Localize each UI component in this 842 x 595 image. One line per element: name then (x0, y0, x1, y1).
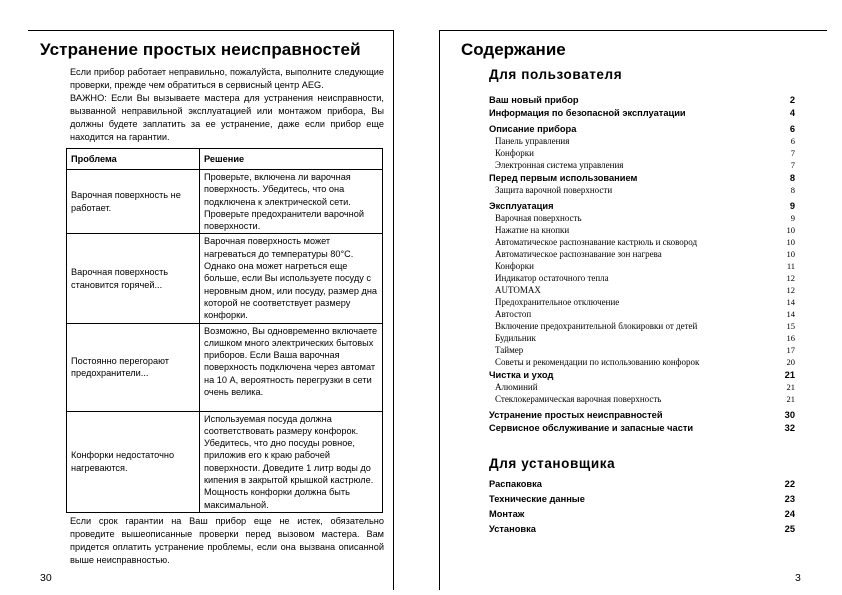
toc-page-number: 4 (789, 108, 795, 118)
toc-page-number: 17 (786, 345, 795, 355)
toc-page-number: 24 (784, 509, 795, 519)
toc-label: Устранение простых неисправностей (489, 410, 663, 420)
toc-page-number: 9 (789, 201, 795, 211)
toc-page-number: 12 (786, 273, 795, 283)
toc-label: Алюминий (495, 382, 538, 392)
toc-page-number: 21 (786, 394, 795, 404)
toc-entry[interactable] (489, 200, 795, 213)
toc-label: Информация по безопасной эксплуатации (489, 108, 686, 118)
right-page (421, 0, 842, 595)
table-row (67, 170, 383, 234)
problem-cell: Варочная поверхность не работает. (67, 170, 200, 234)
solution-cell: Варочная поверхность может нагреваться до температуры 80°C. Однако она может нагреться еще больше, если Вы используете посуду с неровным дном, или посуду, размер дна которой не соответствует размеру конфорки. (200, 234, 383, 323)
toc-page-number: 14 (786, 297, 795, 307)
toc-user (489, 94, 795, 435)
toc-page-number: 21 (784, 370, 795, 380)
header-rule (439, 30, 827, 31)
toc-label: Автостоп (495, 309, 532, 319)
toc-label: Индикатор остаточного тепла (495, 273, 609, 283)
solution-cell: Используемая посуда должна соответствовать размеру конфорок. Убедитесь, что дно посуды ровное, приложив его к краю рабочей поверхности. Доведите 1 литр воды до кипения в закрытой крышкой кастрюле. Мощность конфорки должна быть максимальной. (200, 411, 383, 512)
toc-subentry[interactable] (489, 321, 795, 333)
toc-subentry[interactable] (489, 333, 795, 345)
page-number: 3 (795, 572, 801, 584)
toc-subentry[interactable] (489, 297, 795, 309)
toc-page-number: 9 (790, 213, 795, 223)
toc-page-number: 7 (790, 148, 795, 158)
solution-cell: Проверьте, включена ли варочная поверхность. Убедитесь, что она подключена к электрической сети. Проверьте предохранители варочной поверхности. (200, 170, 383, 234)
page-title: Устранение простых неисправностей (40, 40, 361, 59)
toc-installer (489, 478, 795, 538)
toc-page-number: 22 (784, 479, 795, 489)
column-header-solution: Решение (200, 149, 383, 170)
toc-subentry[interactable] (489, 136, 795, 148)
toc-page-number: 14 (786, 309, 795, 319)
troubleshooting-table (66, 148, 383, 513)
toc-entry[interactable] (489, 523, 795, 538)
problem-cell: Конфорки недостаточно нагреваются. (67, 411, 200, 512)
toc-subentry[interactable] (489, 160, 795, 172)
toc-page-number: 30 (784, 410, 795, 420)
toc-page-number: 11 (786, 261, 795, 271)
header-rule (28, 30, 394, 31)
contents-title: Содержание (461, 40, 566, 59)
toc-label: AUTOMAX (495, 285, 541, 295)
intro-text (70, 66, 384, 143)
toc-page-number: 10 (786, 237, 795, 247)
page-number: 30 (40, 572, 52, 584)
toc-page-number: 8 (789, 173, 795, 183)
section-heading-installer: Для установщика (489, 456, 616, 471)
problem-cell: Постоянно перегорают предохранители... (67, 323, 200, 411)
toc-label: Электронная система управления (495, 160, 624, 170)
toc-label: Технические данные (489, 494, 585, 504)
table-row (67, 411, 383, 512)
toc-label: Варочная поверхность (495, 213, 582, 223)
toc-label: Панель управления (495, 136, 570, 146)
toc-subentry[interactable] (489, 309, 795, 321)
toc-label: Будильник (495, 333, 536, 343)
page-edge-rule (393, 30, 394, 590)
toc-label: Перед первым использованием (489, 173, 638, 183)
toc-page-number: 6 (789, 124, 795, 134)
toc-page-number: 7 (790, 160, 795, 170)
section-heading-user: Для пользователя (489, 67, 623, 82)
toc-page-number: 23 (784, 494, 795, 504)
toc-label: Автоматическое распознавание кастрюль и сковород (495, 237, 698, 247)
toc-subentry[interactable] (489, 213, 795, 225)
toc-subentry[interactable] (489, 273, 795, 285)
table-row (67, 234, 383, 323)
toc-page-number: 8 (790, 185, 795, 195)
solution-cell: Возможно, Вы одновременно включаете слишком много электрических бытовых приборов. Если Ваша варочная поверхность подключена через автомат на 10 А, вероятность перегрузки в сети очень велика. (200, 323, 383, 411)
intro-paragraph: Если прибор работает неправильно, пожалуйста, выполните следующие проверки, прежде чем обратиться в сервисный центр AEG. (70, 67, 384, 90)
column-header-problem: Проблема (67, 149, 200, 170)
toc-subentry[interactable] (489, 148, 795, 160)
toc-label: Автоматическое распознавание зон нагрева (495, 249, 662, 259)
toc-label: Защита варочной поверхности (495, 185, 613, 195)
important-paragraph: ВАЖНО: Если Вы вызываете мастера для устранения неисправности, вызванной неправильной эксплуатацией или монтажом прибора, Вы должны будете заплатить за ее устранение, даже если прибор еще находится на гарантии. (70, 92, 384, 142)
toc-entry[interactable] (489, 172, 795, 185)
toc-entry[interactable] (489, 422, 795, 435)
toc-page-number: 16 (786, 333, 795, 343)
toc-page-number: 20 (786, 357, 795, 367)
toc-subentry[interactable] (489, 249, 795, 261)
toc-subentry[interactable] (489, 237, 795, 249)
toc-label: Таймер (495, 345, 524, 355)
toc-label: Конфорки (495, 148, 534, 158)
toc-entry[interactable] (489, 123, 795, 136)
toc-label: Распаковка (489, 479, 542, 489)
toc-label: Монтаж (489, 509, 525, 519)
toc-label: Описание прибора (489, 124, 577, 134)
toc-subentry[interactable] (489, 225, 795, 237)
toc-entry[interactable] (489, 409, 795, 422)
warranty-note: Если срок гарантии на Ваш прибор еще не истек, обязательно проведите вышеописанные проверки перед вызовом мастера. Вам придется оплатить устранение проблемы, если она вызвана описанной выше неисправностью. (70, 516, 384, 565)
toc-page-number: 32 (784, 423, 795, 433)
toc-entry[interactable] (489, 493, 795, 508)
toc-entry[interactable] (489, 478, 795, 493)
toc-label: Эксплуатация (489, 201, 554, 211)
toc-entry[interactable] (489, 94, 795, 107)
toc-label: Конфорки (495, 261, 534, 271)
toc-label: Установка (489, 524, 536, 534)
toc-label: Сервисное обслуживание и запасные части (489, 423, 694, 433)
toc-page-number: 10 (786, 225, 795, 235)
toc-label: Советы и рекомендации по использованию конфорок (495, 357, 700, 367)
toc-label: Ваш новый прибор (489, 95, 579, 105)
toc-subentry[interactable] (489, 261, 795, 273)
toc-label: Стеклокерамическая варочная поверхность (495, 394, 662, 404)
toc-subentry[interactable] (489, 382, 795, 394)
toc-page-number: 15 (786, 321, 795, 331)
toc-page-number: 2 (789, 95, 795, 105)
toc-label: Предохранительное отключение (495, 297, 620, 307)
page-edge-rule (439, 30, 440, 590)
toc-entry[interactable] (489, 369, 795, 382)
toc-subentry[interactable] (489, 285, 795, 297)
toc-subentry[interactable] (489, 345, 795, 357)
toc-entry[interactable] (489, 107, 795, 120)
toc-subentry[interactable] (489, 185, 795, 197)
toc-page-number: 6 (790, 136, 795, 146)
table-row (67, 323, 383, 411)
toc-page-number: 12 (786, 285, 795, 295)
problem-cell: Варочная поверхность становится горячей... (67, 234, 200, 323)
toc-label: Включение предохранительной блокировки от детей (495, 321, 698, 331)
table-header-row (67, 149, 383, 170)
toc-page-number: 25 (784, 524, 795, 534)
toc-label: Нажатие на кнопки (495, 225, 570, 235)
toc-page-number: 10 (786, 249, 795, 259)
toc-subentry[interactable] (489, 394, 795, 406)
toc-label: Чистка и уход (489, 370, 554, 380)
toc-page-number: 21 (786, 382, 795, 392)
toc-subentry[interactable] (489, 357, 795, 369)
toc-entry[interactable] (489, 508, 795, 523)
